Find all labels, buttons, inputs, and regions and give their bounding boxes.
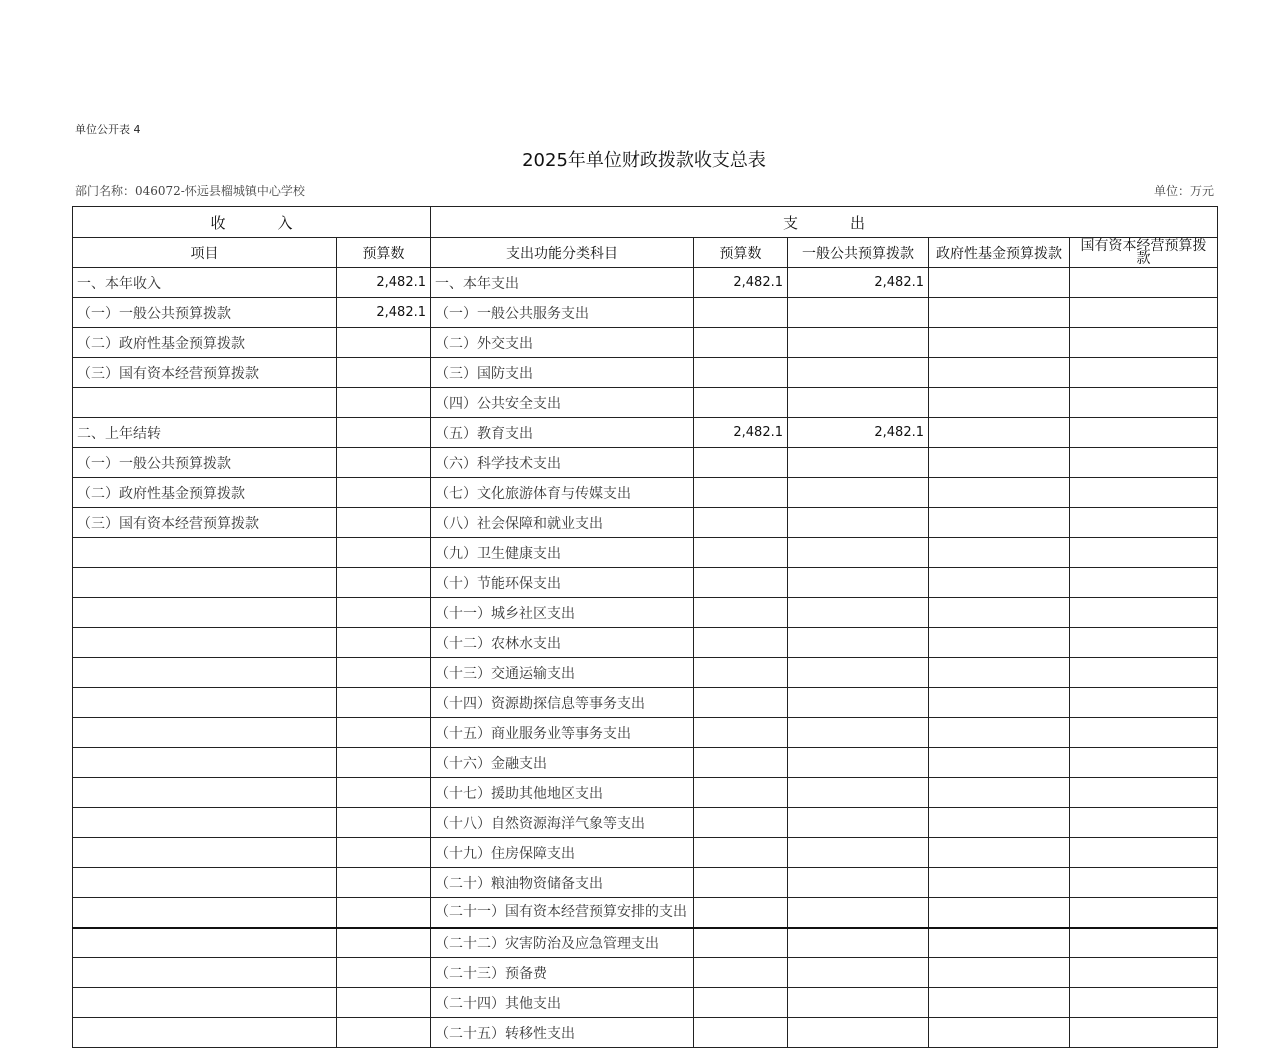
income-amount-cell <box>337 328 431 358</box>
expense-budget-cell <box>694 928 788 958</box>
general-public-amount-cell <box>788 658 929 688</box>
state-capital-amount-cell <box>1070 478 1218 508</box>
income-item-cell <box>73 718 337 748</box>
state-capital-amount-cell <box>1070 658 1218 688</box>
table-row <box>73 388 1218 418</box>
gov-fund-amount-cell <box>929 448 1070 478</box>
general-public-amount-cell <box>788 598 929 628</box>
gov-fund-amount-cell <box>929 508 1070 538</box>
general-public-amount-cell <box>788 688 929 718</box>
col-header-gov-fund: 政府性基金预算拨款 <box>929 238 1070 268</box>
state-capital-amount-cell <box>1070 838 1218 868</box>
income-amount-cell <box>337 508 431 538</box>
general-public-amount-cell <box>788 298 929 328</box>
state-capital-amount-cell <box>1070 388 1218 418</box>
gov-fund-amount-cell <box>929 958 1070 988</box>
expense-budget-cell <box>694 748 788 778</box>
expense-item-cell: （二十二）灾害防治及应急管理支出 <box>431 928 694 958</box>
state-capital-amount-cell <box>1070 778 1218 808</box>
gov-fund-amount-cell <box>929 688 1070 718</box>
income-amount-cell: 2,482.1 <box>337 268 431 298</box>
income-item-cell: （二）政府性基金预算拨款 <box>73 478 337 508</box>
table-row <box>73 628 1218 658</box>
expense-item-cell: （十四）资源勘探信息等事务支出 <box>431 688 694 718</box>
expense-item-cell: （二）外交支出 <box>431 328 694 358</box>
income-item-cell: （一）一般公共预算拨款 <box>73 298 337 328</box>
income-item-cell <box>73 628 337 658</box>
gov-fund-amount-cell <box>929 388 1070 418</box>
table-body <box>73 207 1218 1048</box>
state-capital-amount-cell <box>1070 958 1218 988</box>
state-capital-amount-cell <box>1070 538 1218 568</box>
expense-budget-cell <box>694 478 788 508</box>
table-row <box>73 778 1218 808</box>
sheet-label: 单位公开表 4 <box>75 123 141 136</box>
general-public-amount-cell <box>788 808 929 838</box>
gov-fund-amount-cell <box>929 928 1070 958</box>
gov-fund-amount-cell <box>929 658 1070 688</box>
table-row <box>73 928 1218 958</box>
income-section-char-1: 收 <box>210 213 226 232</box>
table-row <box>73 868 1218 898</box>
expense-item-cell: （二十四）其他支出 <box>431 988 694 1018</box>
state-capital-amount-cell <box>1070 358 1218 388</box>
gov-fund-amount-cell <box>929 418 1070 448</box>
expense-budget-cell <box>694 688 788 718</box>
expense-item-cell: （十五）商业服务业等事务支出 <box>431 718 694 748</box>
expense-item-cell: （十三）交通运输支出 <box>431 658 694 688</box>
general-public-amount-cell <box>788 718 929 748</box>
expense-item-cell: （十八）自然资源海洋气象等支出 <box>431 808 694 838</box>
expense-budget-cell <box>694 628 788 658</box>
income-amount-cell <box>337 388 431 418</box>
general-public-amount-cell: 2,482.1 <box>788 418 929 448</box>
income-item-cell: 一、本年收入 <box>73 268 337 298</box>
page-title: 2025年单位财政拨款收支总表 <box>522 150 766 171</box>
general-public-amount-cell <box>788 628 929 658</box>
gov-fund-amount-cell <box>929 778 1070 808</box>
expense-budget-cell <box>694 658 788 688</box>
income-item-cell <box>73 568 337 598</box>
gov-fund-amount-cell <box>929 298 1070 328</box>
state-capital-amount-cell <box>1070 628 1218 658</box>
state-capital-amount-cell <box>1070 418 1218 448</box>
income-amount-cell <box>337 538 431 568</box>
income-amount-cell <box>337 448 431 478</box>
state-capital-amount-cell <box>1070 898 1218 928</box>
state-capital-amount-cell <box>1070 988 1218 1018</box>
state-capital-amount-cell <box>1070 298 1218 328</box>
income-item-cell <box>73 538 337 568</box>
general-public-amount-cell <box>788 928 929 958</box>
budget-table <box>72 206 1218 1048</box>
expense-budget-cell: 2,482.1 <box>694 418 788 448</box>
income-amount-cell <box>337 778 431 808</box>
general-public-amount-cell <box>788 358 929 388</box>
gov-fund-amount-cell <box>929 748 1070 778</box>
income-amount-cell <box>337 748 431 778</box>
state-capital-amount-cell <box>1070 268 1218 298</box>
expense-budget-cell <box>694 958 788 988</box>
state-capital-amount-cell <box>1070 688 1218 718</box>
gov-fund-amount-cell <box>929 268 1070 298</box>
income-section-char-2: 入 <box>277 213 293 232</box>
expense-budget-cell <box>694 388 788 418</box>
expense-budget-cell <box>694 358 788 388</box>
expense-budget-cell <box>694 538 788 568</box>
table-row <box>73 268 1218 298</box>
table-row <box>73 598 1218 628</box>
table-row <box>73 298 1218 328</box>
expense-item-cell: （四）公共安全支出 <box>431 388 694 418</box>
table-row <box>73 688 1218 718</box>
department-name: 部门名称：046072-怀远县榴城镇中心学校 <box>75 184 305 198</box>
state-capital-amount-cell <box>1070 448 1218 478</box>
state-capital-amount-cell <box>1070 508 1218 538</box>
expense-budget-cell <box>694 838 788 868</box>
table-row <box>73 448 1218 478</box>
general-public-amount-cell: 2,482.1 <box>788 268 929 298</box>
col-header-exp-budget: 预算数 <box>694 238 788 268</box>
expense-item-cell: （十一）城乡社区支出 <box>431 598 694 628</box>
income-item-cell <box>73 658 337 688</box>
income-item-cell: （三）国有资本经营预算拨款 <box>73 358 337 388</box>
income-amount-cell <box>337 868 431 898</box>
income-item-cell <box>73 958 337 988</box>
gov-fund-amount-cell <box>929 358 1070 388</box>
expense-budget-cell: 2,482.1 <box>694 268 788 298</box>
expense-budget-cell <box>694 298 788 328</box>
table-row <box>73 718 1218 748</box>
income-amount-cell <box>337 808 431 838</box>
income-item-cell <box>73 688 337 718</box>
gov-fund-amount-cell <box>929 328 1070 358</box>
state-capital-amount-cell <box>1070 568 1218 598</box>
expense-item-cell: 一、本年支出 <box>431 268 694 298</box>
gov-fund-amount-cell <box>929 808 1070 838</box>
expense-item-cell: （二十五）转移性支出 <box>431 1018 694 1048</box>
general-public-amount-cell <box>788 898 929 928</box>
expense-item-cell: （三）国防支出 <box>431 358 694 388</box>
table-row <box>73 658 1218 688</box>
expense-budget-cell <box>694 328 788 358</box>
general-public-amount-cell <box>788 448 929 478</box>
income-amount-cell <box>337 838 431 868</box>
general-public-amount-cell <box>788 508 929 538</box>
income-amount-cell <box>337 1018 431 1048</box>
income-item-cell <box>73 598 337 628</box>
general-public-amount-cell <box>788 838 929 868</box>
expense-budget-cell <box>694 568 788 598</box>
expense-budget-cell <box>694 1018 788 1048</box>
col-header-function-category: 支出功能分类科目 <box>431 238 694 268</box>
expense-item-cell: （十七）援助其他地区支出 <box>431 778 694 808</box>
income-item-cell <box>73 988 337 1018</box>
income-item-cell <box>73 778 337 808</box>
section-header-row <box>73 207 1218 238</box>
expense-budget-cell <box>694 868 788 898</box>
table-row <box>73 508 1218 538</box>
general-public-amount-cell <box>788 988 929 1018</box>
income-amount-cell <box>337 718 431 748</box>
col-header-state-capital: 国有资本经营预算拨款 <box>1070 238 1218 268</box>
general-public-amount-cell <box>788 478 929 508</box>
column-header-row <box>73 238 1218 268</box>
expense-item-cell: （二十一）国有资本经营预算安排的支出 <box>431 898 694 928</box>
expense-item-cell: （十六）金融支出 <box>431 748 694 778</box>
income-amount-cell <box>337 358 431 388</box>
income-amount-cell <box>337 568 431 598</box>
expense-item-cell: （二十）粮油物资储备支出 <box>431 868 694 898</box>
general-public-amount-cell <box>788 1018 929 1048</box>
state-capital-amount-cell <box>1070 868 1218 898</box>
income-amount-cell <box>337 658 431 688</box>
income-amount-cell <box>337 478 431 508</box>
general-public-amount-cell <box>788 958 929 988</box>
income-amount-cell <box>337 958 431 988</box>
gov-fund-amount-cell <box>929 898 1070 928</box>
income-item-cell: （一）一般公共预算拨款 <box>73 448 337 478</box>
general-public-amount-cell <box>788 328 929 358</box>
income-amount-cell <box>337 898 431 928</box>
general-public-amount-cell <box>788 868 929 898</box>
income-item-cell: （二）政府性基金预算拨款 <box>73 328 337 358</box>
expense-budget-cell <box>694 898 788 928</box>
income-item-cell: （三）国有资本经营预算拨款 <box>73 508 337 538</box>
income-item-cell <box>73 838 337 868</box>
table-row <box>73 568 1218 598</box>
income-amount-cell <box>337 928 431 958</box>
income-item-cell <box>73 928 337 958</box>
expense-section-char-1: 支 <box>782 213 798 232</box>
col-header-general-public: 一般公共预算拨款 <box>788 238 929 268</box>
table-row <box>73 838 1218 868</box>
col-header-budget: 预算数 <box>337 238 431 268</box>
income-amount-cell <box>337 418 431 448</box>
expense-item-cell: （二十三）预备费 <box>431 958 694 988</box>
income-amount-cell <box>337 688 431 718</box>
gov-fund-amount-cell <box>929 718 1070 748</box>
income-item-cell <box>73 1018 337 1048</box>
table-row <box>73 958 1218 988</box>
table-row <box>73 328 1218 358</box>
gov-fund-amount-cell <box>929 598 1070 628</box>
expense-budget-cell <box>694 718 788 748</box>
state-capital-amount-cell <box>1070 1018 1218 1048</box>
table-row <box>73 1018 1218 1048</box>
income-amount-cell: 2,482.1 <box>337 298 431 328</box>
table-row <box>73 988 1218 1018</box>
general-public-amount-cell <box>788 778 929 808</box>
expense-budget-cell <box>694 988 788 1018</box>
state-capital-amount-cell <box>1070 748 1218 778</box>
gov-fund-amount-cell <box>929 478 1070 508</box>
table-row <box>73 808 1218 838</box>
general-public-amount-cell <box>788 568 929 598</box>
expense-budget-cell <box>694 808 788 838</box>
state-capital-amount-cell <box>1070 598 1218 628</box>
state-capital-amount-cell <box>1070 808 1218 838</box>
expense-budget-cell <box>694 778 788 808</box>
expense-item-cell: （一）一般公共服务支出 <box>431 298 694 328</box>
expense-item-cell: （七）文化旅游体育与传媒支出 <box>431 478 694 508</box>
state-capital-amount-cell <box>1070 328 1218 358</box>
expense-section-header <box>431 207 1218 238</box>
income-item-cell <box>73 808 337 838</box>
col-header-item: 项目 <box>73 238 337 268</box>
gov-fund-amount-cell <box>929 538 1070 568</box>
expense-item-cell: （八）社会保障和就业支出 <box>431 508 694 538</box>
expense-budget-cell <box>694 508 788 538</box>
expense-item-cell: （十二）农林水支出 <box>431 628 694 658</box>
unit-label: 单位：万元 <box>1153 184 1214 198</box>
table-row <box>73 418 1218 448</box>
expense-item-cell: （九）卫生健康支出 <box>431 538 694 568</box>
state-capital-amount-cell <box>1070 718 1218 748</box>
income-section-header <box>73 207 431 238</box>
general-public-amount-cell <box>788 748 929 778</box>
income-item-cell <box>73 898 337 928</box>
gov-fund-amount-cell <box>929 628 1070 658</box>
income-item-cell <box>73 868 337 898</box>
state-capital-amount-cell <box>1070 928 1218 958</box>
expense-budget-cell <box>694 598 788 628</box>
income-amount-cell <box>337 598 431 628</box>
table-row <box>73 748 1218 778</box>
gov-fund-amount-cell <box>929 868 1070 898</box>
general-public-amount-cell <box>788 388 929 418</box>
gov-fund-amount-cell <box>929 568 1070 598</box>
gov-fund-amount-cell <box>929 988 1070 1018</box>
general-public-amount-cell <box>788 538 929 568</box>
income-item-cell: 二、上年结转 <box>73 418 337 448</box>
expense-item-cell: （十九）住房保障支出 <box>431 838 694 868</box>
expense-budget-cell <box>694 448 788 478</box>
table-row <box>73 538 1218 568</box>
income-item-cell <box>73 748 337 778</box>
income-item-cell <box>73 388 337 418</box>
gov-fund-amount-cell <box>929 838 1070 868</box>
expense-item-cell: （五）教育支出 <box>431 418 694 448</box>
gov-fund-amount-cell <box>929 1018 1070 1048</box>
income-amount-cell <box>337 628 431 658</box>
expense-section-char-2: 出 <box>850 213 866 232</box>
table-row <box>73 478 1218 508</box>
expense-item-cell: （十）节能环保支出 <box>431 568 694 598</box>
income-amount-cell <box>337 988 431 1018</box>
table-row <box>73 898 1218 928</box>
expense-item-cell: （六）科学技术支出 <box>431 448 694 478</box>
table-row <box>73 358 1218 388</box>
